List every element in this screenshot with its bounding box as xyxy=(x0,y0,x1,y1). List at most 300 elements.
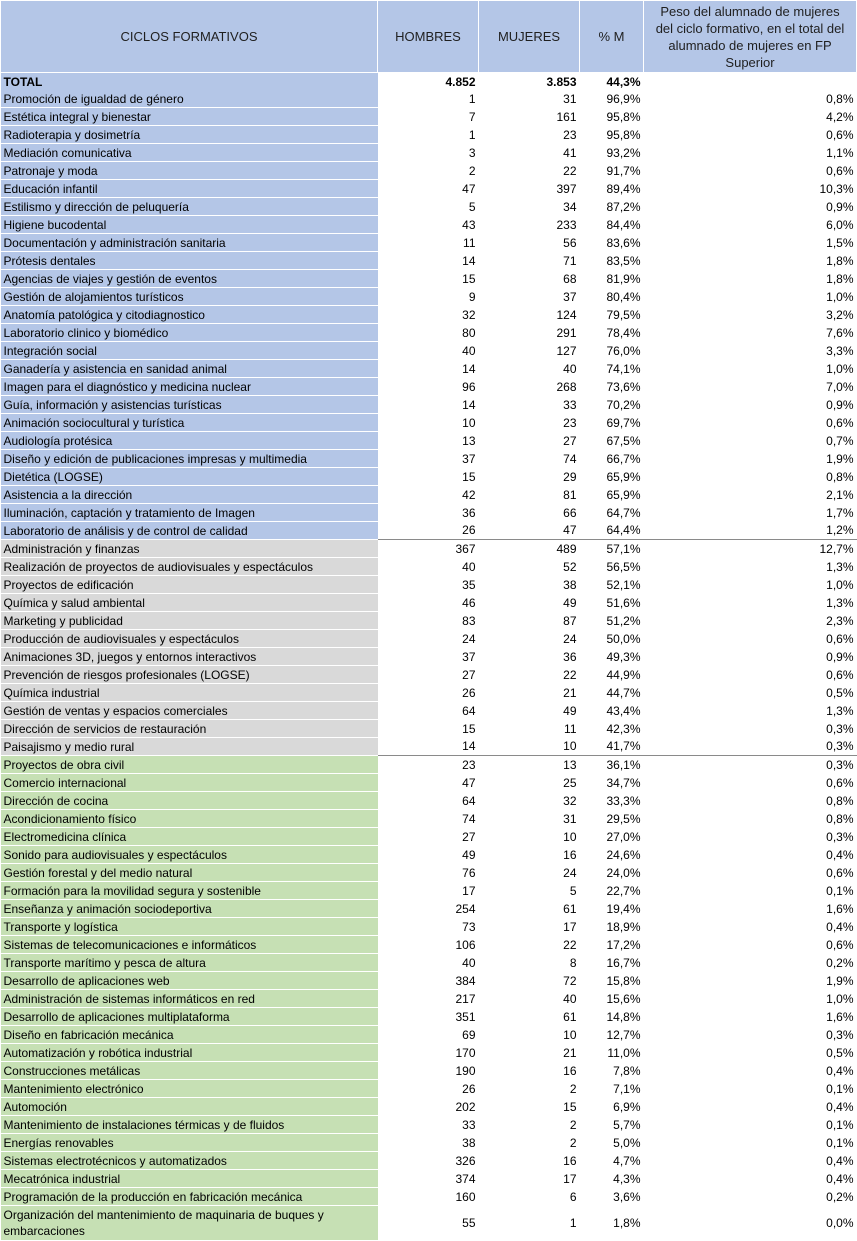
cycle-name: Química y salud ambiental xyxy=(1,594,378,612)
men-count: 43 xyxy=(462,217,476,232)
cycle-name: Realización de proyectos de audiovisuales y espectáculos xyxy=(1,558,378,576)
weight-women: 1,3% xyxy=(826,559,854,574)
women-count: 2 xyxy=(569,1081,577,1096)
women-count: 40 xyxy=(563,361,577,376)
weight-women: 0,6% xyxy=(826,865,854,880)
pct-women: 87,2% xyxy=(606,199,641,214)
women-count: 66 xyxy=(563,505,577,520)
men-count: 33 xyxy=(462,1117,476,1132)
pct-women: 84,4% xyxy=(606,217,641,232)
table-row xyxy=(1,450,857,468)
weight-women: 0,6% xyxy=(826,667,854,682)
cycle-name: Automatización y robótica industrial xyxy=(1,1044,378,1062)
pct-women: 17,2% xyxy=(606,937,641,952)
cycle-name: Radioterapia y dosimetría xyxy=(1,126,378,144)
table-row xyxy=(1,378,857,396)
men-count: 254 xyxy=(455,901,476,916)
pct-women: 5,7% xyxy=(613,1117,641,1132)
weight-women: 1,5% xyxy=(826,235,854,250)
table-row xyxy=(1,1152,857,1170)
pct-women: 93,2% xyxy=(606,145,641,160)
cycle-name: Diseño y edición de publicaciones impresas y multimedia xyxy=(1,450,378,468)
cycle-name: Ganadería y asistencia en sanidad animal xyxy=(1,360,378,378)
cycle-name: Marketing y publicidad xyxy=(1,612,378,630)
men-count: 23 xyxy=(378,756,479,774)
table-row xyxy=(1,738,857,756)
cycle-name: Acondicionamiento físico xyxy=(1,810,378,828)
cycle-name: Paisajismo y medio rural xyxy=(1,738,378,756)
men-count: 40 xyxy=(462,343,476,358)
men-count: 24 xyxy=(462,631,476,646)
weight-women: 0,4% xyxy=(826,1171,854,1186)
table-row xyxy=(1,396,857,414)
women-count: 13 xyxy=(479,756,580,774)
weight-women: 0,6% xyxy=(826,775,854,790)
table-row xyxy=(1,1116,857,1134)
pct-women: 44,7% xyxy=(606,685,641,700)
pct-women: 80,4% xyxy=(606,289,641,304)
men-count: 14 xyxy=(462,253,476,268)
cycle-name: Estética integral y bienestar xyxy=(1,108,378,126)
table-row xyxy=(1,144,857,162)
weight-women: 0,2% xyxy=(826,955,854,970)
men-count: 11 xyxy=(463,235,476,250)
table-row xyxy=(1,1206,857,1241)
pct-women: 6,9% xyxy=(613,1099,641,1114)
weight-women: 0,6% xyxy=(826,163,854,178)
women-count: 23 xyxy=(563,127,577,142)
weight-women: 1,0% xyxy=(826,289,854,304)
cycle-name: Imagen para el diagnóstico y medicina nuclear xyxy=(1,378,378,396)
table-row xyxy=(1,666,857,684)
cycle-name: Guía, información y asistencias turísticas xyxy=(1,396,378,414)
weight-women: 1,3% xyxy=(826,595,854,610)
table-row xyxy=(1,774,857,792)
women-count: 11 xyxy=(564,721,577,736)
weight-women: 0,7% xyxy=(826,433,854,448)
women-count: 16 xyxy=(563,847,577,862)
pct-women: 91,7% xyxy=(606,163,641,178)
pct-women: 41,7% xyxy=(606,739,641,754)
pct-women: 24,6% xyxy=(606,847,641,862)
pct-women: 52,1% xyxy=(606,577,641,592)
header-weight: Peso del alumnado de mujeres del ciclo formativo, en el total del alumnado de mujeres en FP Superior xyxy=(644,1,857,73)
header-women: MUJERES xyxy=(479,1,580,73)
cycle-name: Diseño en fabricación mecánica xyxy=(1,1026,378,1044)
weight-women: 0,6% xyxy=(826,631,854,646)
women-count: 21 xyxy=(563,685,577,700)
women-count: 10 xyxy=(563,739,577,754)
weight-women: 1,1% xyxy=(826,145,854,160)
women-count: 10 xyxy=(563,1027,577,1042)
table-row xyxy=(1,918,857,936)
men-count: 96 xyxy=(462,379,476,394)
men-count: 40 xyxy=(462,559,476,574)
weight-women: 1,6% xyxy=(826,901,854,916)
pct-women: 81,9% xyxy=(606,271,641,286)
women-count: 71 xyxy=(563,253,577,268)
men-count: 14 xyxy=(462,739,476,754)
men-count: 36 xyxy=(462,505,476,520)
table-row xyxy=(1,684,857,702)
women-count: 22 xyxy=(563,937,577,952)
women-count: 52 xyxy=(563,559,577,574)
header-row xyxy=(1,1,857,73)
table-row xyxy=(1,360,857,378)
cycle-name: Transporte marítimo y pesca de altura xyxy=(1,954,378,972)
men-count: 367 xyxy=(378,540,479,558)
men-count: 15 xyxy=(462,721,476,736)
table-row xyxy=(1,810,857,828)
cycle-name: Sonido para audiovisuales y espectáculos xyxy=(1,846,378,864)
men-count: 374 xyxy=(455,1171,476,1186)
men-count: 14 xyxy=(462,361,476,376)
table-row xyxy=(1,594,857,612)
table-row xyxy=(1,522,857,540)
pct-women: 42,3% xyxy=(606,721,641,736)
weight-women: 0,4% xyxy=(826,1099,854,1114)
table-header xyxy=(1,1,857,73)
pct-women: 65,9% xyxy=(606,469,641,484)
pct-women: 66,7% xyxy=(606,451,641,466)
women-count: 34 xyxy=(563,199,577,214)
pct-women: 16,7% xyxy=(606,955,641,970)
men-count: 14 xyxy=(462,397,476,412)
pct-women: 70,2% xyxy=(606,397,641,412)
pct-women: 12,7% xyxy=(606,1027,641,1042)
table-row xyxy=(1,864,857,882)
pct-women: 29,5% xyxy=(606,811,641,826)
women-count: 31 xyxy=(563,811,577,826)
table-row xyxy=(1,162,857,180)
pct-women: 34,7% xyxy=(606,775,641,790)
men-count: 74 xyxy=(462,811,476,826)
women-count: 22 xyxy=(563,667,577,682)
men-count: 27 xyxy=(462,667,476,682)
women-count: 49 xyxy=(563,595,577,610)
weight-women: 0,8% xyxy=(826,469,854,484)
cycle-name: Química industrial xyxy=(1,684,378,702)
women-count: 1 xyxy=(569,1216,577,1230)
cycle-name: Producción de audiovisuales y espectáculos xyxy=(1,630,378,648)
men-count: 17 xyxy=(462,883,476,898)
men-count: 80 xyxy=(462,325,476,340)
table-row xyxy=(1,1044,857,1062)
men-count: 160 xyxy=(455,1189,476,1204)
pct-women: 27,0% xyxy=(606,829,641,844)
cycle-name: Organización del mantenimiento de maquinaria de buques y embarcaciones xyxy=(1,1206,378,1241)
women-count: 40 xyxy=(563,991,577,1006)
cycle-name: Enseñanza y animación sociodeportiva xyxy=(1,900,378,918)
men-count: 5 xyxy=(468,199,476,214)
weight-women: 1,8% xyxy=(826,253,854,268)
weight-women: 6,0% xyxy=(826,217,854,232)
men-count: 38 xyxy=(462,1135,476,1150)
cycle-name: Higiene bucodental xyxy=(1,216,378,234)
pct-women: 22,7% xyxy=(606,883,641,898)
cycle-name: Asistencia a la dirección xyxy=(1,486,378,504)
table-row xyxy=(1,414,857,432)
table-row xyxy=(1,234,857,252)
cycle-name: Educación infantil xyxy=(1,180,378,198)
pct-women: 64,7% xyxy=(606,505,641,520)
women-count: 72 xyxy=(563,973,577,988)
weight-women: 0,0% xyxy=(826,1216,854,1230)
total-men: 4.852 xyxy=(378,73,479,91)
weight-women: 0,6% xyxy=(826,937,854,952)
men-count: 106 xyxy=(455,937,476,952)
women-count: 8 xyxy=(569,955,577,970)
pct-women: 64,4% xyxy=(606,523,641,538)
weight-women: 2,1% xyxy=(826,487,854,502)
pct-women: 76,0% xyxy=(606,343,641,358)
men-count: 1 xyxy=(468,127,476,142)
men-count: 83 xyxy=(462,613,476,628)
men-count: 64 xyxy=(462,703,476,718)
cycle-name: Dirección de cocina xyxy=(1,792,378,810)
men-count: 35 xyxy=(462,577,476,592)
cycle-name: Anatomía patológica y citodiagnostico xyxy=(1,306,378,324)
table-row xyxy=(1,216,857,234)
men-count: 190 xyxy=(455,1063,476,1078)
men-count: 26 xyxy=(462,523,476,538)
weight-women: 0,3% xyxy=(826,829,854,844)
pct-women: 36,1% xyxy=(580,756,644,774)
table-row xyxy=(1,1080,857,1098)
men-count: 10 xyxy=(462,415,476,430)
cycle-name: Administración de sistemas informáticos en red xyxy=(1,990,378,1008)
pct-women: 7,8% xyxy=(613,1063,641,1078)
weight-women: 0,2% xyxy=(826,1189,854,1204)
total-label: TOTAL xyxy=(1,73,378,91)
table-row xyxy=(1,936,857,954)
table-row xyxy=(1,540,857,558)
cycle-name: Mantenimiento de instalaciones térmicas y de fluidos xyxy=(1,1116,378,1134)
women-count: 233 xyxy=(556,217,577,232)
women-count: 24 xyxy=(563,865,577,880)
table-row xyxy=(1,1062,857,1080)
table-row xyxy=(1,126,857,144)
cycle-name: Animaciones 3D, juegos y entornos interactivos xyxy=(1,648,378,666)
table-row xyxy=(1,432,857,450)
women-count: 127 xyxy=(556,343,577,358)
women-count: 36 xyxy=(563,649,577,664)
pct-women: 15,8% xyxy=(606,973,641,988)
pct-women: 73,6% xyxy=(606,379,641,394)
table-row xyxy=(1,612,857,630)
cycle-name: Iluminación, captación y tratamiento de Imagen xyxy=(1,504,378,522)
cycle-name: Sistemas de telecomunicaciones e informáticos xyxy=(1,936,378,954)
women-count: 49 xyxy=(563,703,577,718)
pct-women: 19,4% xyxy=(606,901,641,916)
weight-women: 0,4% xyxy=(826,919,854,934)
men-count: 37 xyxy=(462,451,476,466)
men-count: 27 xyxy=(462,829,476,844)
table-body xyxy=(1,73,857,1241)
table-row xyxy=(1,1098,857,1116)
men-count: 351 xyxy=(455,1009,476,1024)
table-row xyxy=(1,1170,857,1188)
women-count: 291 xyxy=(556,325,577,340)
table-row xyxy=(1,486,857,504)
pct-women: 89,4% xyxy=(606,181,641,196)
women-count: 10 xyxy=(563,829,577,844)
men-count: 69 xyxy=(462,1027,476,1042)
table-row xyxy=(1,504,857,522)
men-count: 7 xyxy=(468,109,476,124)
women-count: 16 xyxy=(563,1153,577,1168)
pct-women: 79,5% xyxy=(606,307,641,322)
women-count: 25 xyxy=(563,775,577,790)
table-row xyxy=(1,576,857,594)
table-row xyxy=(1,954,857,972)
pct-women: 95,8% xyxy=(606,127,641,142)
pct-women: 96,9% xyxy=(606,91,641,106)
cycle-name: Automoción xyxy=(1,1098,378,1116)
weight-women: 0,1% xyxy=(826,1117,854,1132)
weight-women: 4,2% xyxy=(826,109,854,124)
men-count: 15 xyxy=(462,271,476,286)
weight-women: 1,0% xyxy=(826,361,854,376)
weight-women: 1,9% xyxy=(826,451,854,466)
women-count: 68 xyxy=(563,271,577,286)
table-row xyxy=(1,702,857,720)
women-count: 41 xyxy=(563,145,577,160)
men-count: 64 xyxy=(462,793,476,808)
weight-women: 0,1% xyxy=(826,883,854,898)
weight-women: 0,1% xyxy=(826,1135,854,1150)
cycle-name: Electromedicina clínica xyxy=(1,828,378,846)
cycle-name: Prevención de riesgos profesionales (LOGSE) xyxy=(1,666,378,684)
pct-women: 11,0% xyxy=(607,1045,641,1060)
women-count: 2 xyxy=(569,1117,577,1132)
table-row xyxy=(1,90,857,108)
men-count: 73 xyxy=(462,919,476,934)
pct-women: 4,7% xyxy=(613,1153,641,1168)
total-women: 3.853 xyxy=(479,73,580,91)
women-count: 5 xyxy=(569,883,577,898)
cycle-name: Laboratorio de análisis y de control de calidad xyxy=(1,522,378,540)
pct-women: 51,6% xyxy=(606,595,641,610)
table-row xyxy=(1,900,857,918)
cycle-name: Proyectos de edificación xyxy=(1,576,378,594)
table-row xyxy=(1,972,857,990)
cycle-name: Construcciones metálicas xyxy=(1,1062,378,1080)
table-row xyxy=(1,342,857,360)
women-count: 2 xyxy=(569,1135,577,1150)
weight-women: 0,5% xyxy=(826,685,854,700)
men-count: 2 xyxy=(468,163,476,178)
weight-women: 1,0% xyxy=(826,991,854,1006)
men-count: 76 xyxy=(462,865,476,880)
cycle-name: Dietética (LOGSE) xyxy=(1,468,378,486)
women-count: 31 xyxy=(563,91,577,106)
women-count: 33 xyxy=(563,397,577,412)
weight-women: 0,6% xyxy=(826,415,854,430)
weight-women: 12,7% xyxy=(644,540,857,558)
table-row xyxy=(1,1026,857,1044)
women-count: 22 xyxy=(563,163,577,178)
pct-women: 14,8% xyxy=(606,1009,641,1024)
pct-women: 69,7% xyxy=(606,415,641,430)
pct-women: 5,0% xyxy=(613,1135,641,1150)
men-count: 384 xyxy=(455,973,476,988)
table-row xyxy=(1,990,857,1008)
women-count: 23 xyxy=(563,415,577,430)
pct-women: 7,1% xyxy=(613,1081,641,1096)
men-count: 217 xyxy=(455,991,476,1006)
women-count: 37 xyxy=(563,289,577,304)
women-count: 24 xyxy=(563,631,577,646)
men-count: 26 xyxy=(462,1081,476,1096)
men-count: 47 xyxy=(462,181,476,196)
cycle-name: Comercio internacional xyxy=(1,774,378,792)
women-count: 489 xyxy=(479,540,580,558)
cycle-name: Gestión forestal y del medio natural xyxy=(1,864,378,882)
men-count: 46 xyxy=(462,595,476,610)
table-row xyxy=(1,180,857,198)
table-row xyxy=(1,1134,857,1152)
table-row xyxy=(1,324,857,342)
cycle-name: Mantenimiento electrónico xyxy=(1,1080,378,1098)
weight-women: 0,3% xyxy=(826,739,854,754)
women-count: 6 xyxy=(569,1189,577,1204)
table-row xyxy=(1,828,857,846)
pct-women: 65,9% xyxy=(606,487,641,502)
header-pct-women: % M xyxy=(580,1,644,73)
cycle-name: Gestión de alojamientos turísticos xyxy=(1,288,378,306)
pct-women: 74,1% xyxy=(606,361,641,376)
women-count: 15 xyxy=(563,1099,577,1114)
total-weight xyxy=(644,73,857,91)
weight-women: 0,9% xyxy=(826,199,854,214)
men-count: 42 xyxy=(462,487,476,502)
men-count: 37 xyxy=(462,649,476,664)
women-count: 17 xyxy=(563,1171,577,1186)
men-count: 55 xyxy=(462,1216,476,1230)
cycle-name: Desarrollo de aplicaciones multiplataforma xyxy=(1,1008,378,1026)
weight-women: 1,2% xyxy=(826,523,854,538)
pct-women: 50,0% xyxy=(606,631,641,646)
cycle-name: Gestión de ventas y espacios comerciales xyxy=(1,702,378,720)
men-count: 13 xyxy=(462,433,476,448)
cycle-name: Proyectos de obra civil xyxy=(1,756,378,774)
pct-women: 95,8% xyxy=(606,109,641,124)
pct-women: 49,3% xyxy=(606,649,641,664)
weight-women: 1,6% xyxy=(826,1009,854,1024)
cycle-name: Mediación comunicativa xyxy=(1,144,378,162)
table-row xyxy=(1,198,857,216)
table-row xyxy=(1,630,857,648)
men-count: 326 xyxy=(455,1153,476,1168)
table-row xyxy=(1,108,857,126)
weight-women: 1,0% xyxy=(826,577,854,592)
women-count: 16 xyxy=(563,1063,577,1078)
cycle-name: Laboratorio clinico y biomédico xyxy=(1,324,378,342)
women-count: 32 xyxy=(563,793,577,808)
table-row xyxy=(1,1008,857,1026)
pct-women: 1,8% xyxy=(613,1216,641,1230)
pct-women: 4,3% xyxy=(613,1171,641,1186)
pct-women: 33,3% xyxy=(606,793,641,808)
pct-women: 67,5% xyxy=(606,433,641,448)
women-count: 61 xyxy=(563,1009,577,1024)
cycle-name: Administración y finanzas xyxy=(1,540,378,558)
women-count: 268 xyxy=(556,379,577,394)
weight-women: 7,0% xyxy=(826,379,854,394)
pct-women: 44,9% xyxy=(606,667,641,682)
men-count: 3 xyxy=(468,145,476,160)
